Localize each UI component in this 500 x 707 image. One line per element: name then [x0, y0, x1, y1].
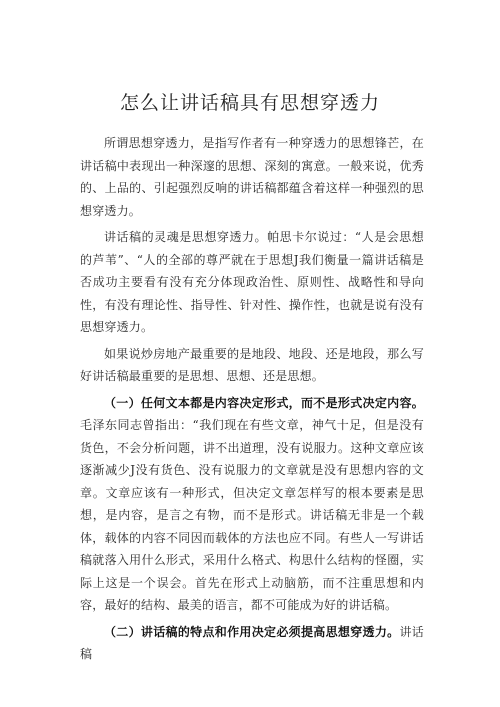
paragraph-1: [80, 132, 424, 222]
paragraph-5: [80, 621, 424, 666]
paragraph-2-text: 讲话稿的灵魂是思想穿透力。帕思卡尔说过：“人是会思想的芦苇”、“人的全部的尊严就在于思想J我们衡量一篇讲话稿是否成功主要看有没有充分体现政治性、原则性、战略性和导向性，有没有理论性、指导性、针对性、操作性，也就是说有没有思想穿透力。: [80, 230, 424, 334]
document-title: 怎么让讲话稿具有思想穿透力: [119, 92, 380, 114]
paragraph-4-text: 毛泽东同志曾指出：“我们现在有些文章，神气十足，但是没有货色，不会分析问题，讲不出道理，没有说服力。这种文章应该逐渐减少J没有货色、没有说服力的文章就是没有思想内容的文章。文章应该有一种形式，但决定文章怎样写的根本要素是思想，是内容，是言之有物，而不是形式。讲话稿无非是一个载体，载体的内容不同因而载体的方法也应不同。有些人一写讲话稿就落入用什么形式，采用什么格式、构思什么结构的怪圈，实际上这是一个误会。首先在形式上动脑筋，而不注重思想和内容，最好的结构、最美的语言，都不可能成为好的讲话稿。: [80, 418, 424, 612]
paragraph-4: [80, 392, 424, 617]
paragraph-1-text: 所谓思想穿透力，是指写作者有一种穿透力的思想锋芒，在讲话稿中表现出一种深邃的思想、深刻的寓意。一般来说，优秀的、上品的、引起强烈反响的讲话稿都蕴含着这样一种强烈的思想穿透力。: [80, 136, 424, 218]
document-body: [80, 132, 424, 670]
paragraph-5-heading: （二）讲话稿的特点和作用决定必须提高思想穿透力。: [104, 624, 400, 639]
paragraph-3-text: 如果说炒房地产最重要的是地段、地段、还是地段，那么写好讲话稿最重要的是思想、思想、还是思想。: [80, 346, 424, 383]
paragraph-3: [80, 343, 424, 388]
paragraph-4-heading: （一）任何文本都是内容决定形式，而不是形式决定内容。: [104, 395, 424, 410]
paragraph-5-text: 讲话稿: [80, 624, 424, 661]
paragraph-2: [80, 226, 424, 339]
